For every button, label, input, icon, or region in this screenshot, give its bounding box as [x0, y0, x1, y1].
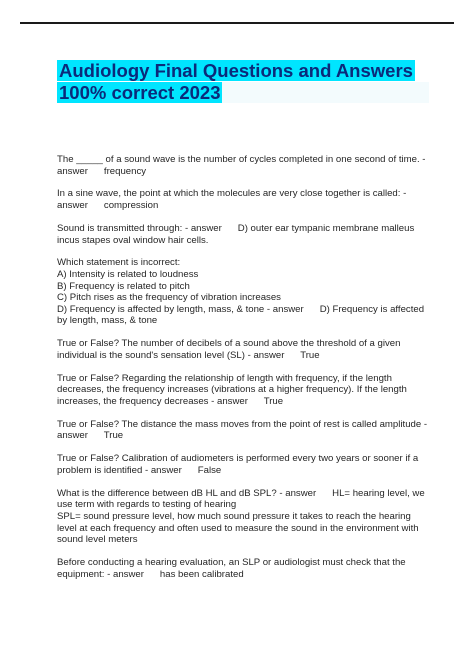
qa-line: decreases, the frequency increases (vibrations at a higher frequency). If the length — [57, 384, 407, 396]
qa-item — [57, 488, 429, 546]
qa-line: sound level meters — [57, 534, 138, 546]
qa-item — [57, 373, 429, 408]
title-row-1 — [57, 60, 429, 81]
qa-line: answer compression — [57, 200, 159, 212]
qa-item — [57, 257, 429, 327]
qa-line: Which statement is incorrect: — [57, 257, 181, 269]
qa-item — [57, 453, 429, 476]
qa-line: B) Frequency is related to pitch — [57, 280, 190, 292]
qa-line: use term with regards to testing of hearing — [57, 499, 237, 511]
qa-line: equipment: - answer has been calibrated — [57, 568, 244, 580]
qa-line: incus stapes oval window hair cells. — [57, 234, 209, 246]
qa-line: What is the difference between dB HL and dB SPL? - answer HL= hearing level, we — [57, 487, 425, 499]
qa-line: answer frequency — [57, 165, 147, 177]
qa-line: Sound is transmitted through: - answer D) outer ear tympanic membrane malleus — [57, 222, 415, 234]
qa-line: True or False? Calibration of audiometers is performed every two years or sooner if a — [57, 453, 419, 465]
qa-line: D) Frequency is affected by length, mass, & tone - answer D) Frequency is affected — [57, 303, 425, 315]
qa-line: individual is the sound's sensation level (SL) - answer True — [57, 349, 320, 361]
qa-line: SPL= sound pressure level, how much sound pressure it takes to reach the hearing — [57, 511, 411, 523]
document-title — [57, 60, 429, 104]
qa-item — [57, 188, 429, 211]
qa-line: problem is identified - answer False — [57, 464, 222, 476]
qa-line: answer True — [57, 430, 124, 442]
title-line-1: Audiology Final Questions and Answers — [59, 60, 413, 81]
qa-line: C) Pitch rises as the frequency of vibration increases — [57, 292, 281, 304]
qa-item — [57, 419, 429, 442]
qa-item — [57, 154, 429, 177]
qa-line: The _____ of a sound wave is the number of cycles completed in one second of time. - — [57, 154, 426, 165]
top-divider — [20, 22, 454, 24]
qa-line: by length, mass, & tone — [57, 315, 158, 327]
qa-line: Before conducting a hearing evaluation, an SLP or audiologist must check that the — [57, 557, 406, 569]
title-row-2 — [57, 82, 429, 103]
qa-line: In a sine wave, the point at which the molecules are very close together is called: - — [57, 188, 407, 200]
qa-line: increases, the frequency decreases - answer True — [57, 395, 284, 407]
qa-line: True or False? The distance the mass moves from the point of rest is called amplitude - — [57, 418, 428, 430]
qa-line: A) Intensity is related to loudness — [57, 269, 199, 281]
qa-item — [57, 223, 429, 246]
qa-item — [57, 557, 429, 580]
qa-list — [57, 154, 429, 592]
title-line-2: 100% correct 2023 — [59, 82, 221, 103]
qa-item — [57, 338, 429, 361]
qa-line: True or False? Regarding the relationship of length with frequency, if the length — [57, 372, 392, 384]
qa-line: True or False? The number of decibels of a sound above the threshold of a given — [57, 338, 401, 350]
qa-line: level at each frequency and often used to measure the sound in the environment with — [57, 522, 419, 534]
